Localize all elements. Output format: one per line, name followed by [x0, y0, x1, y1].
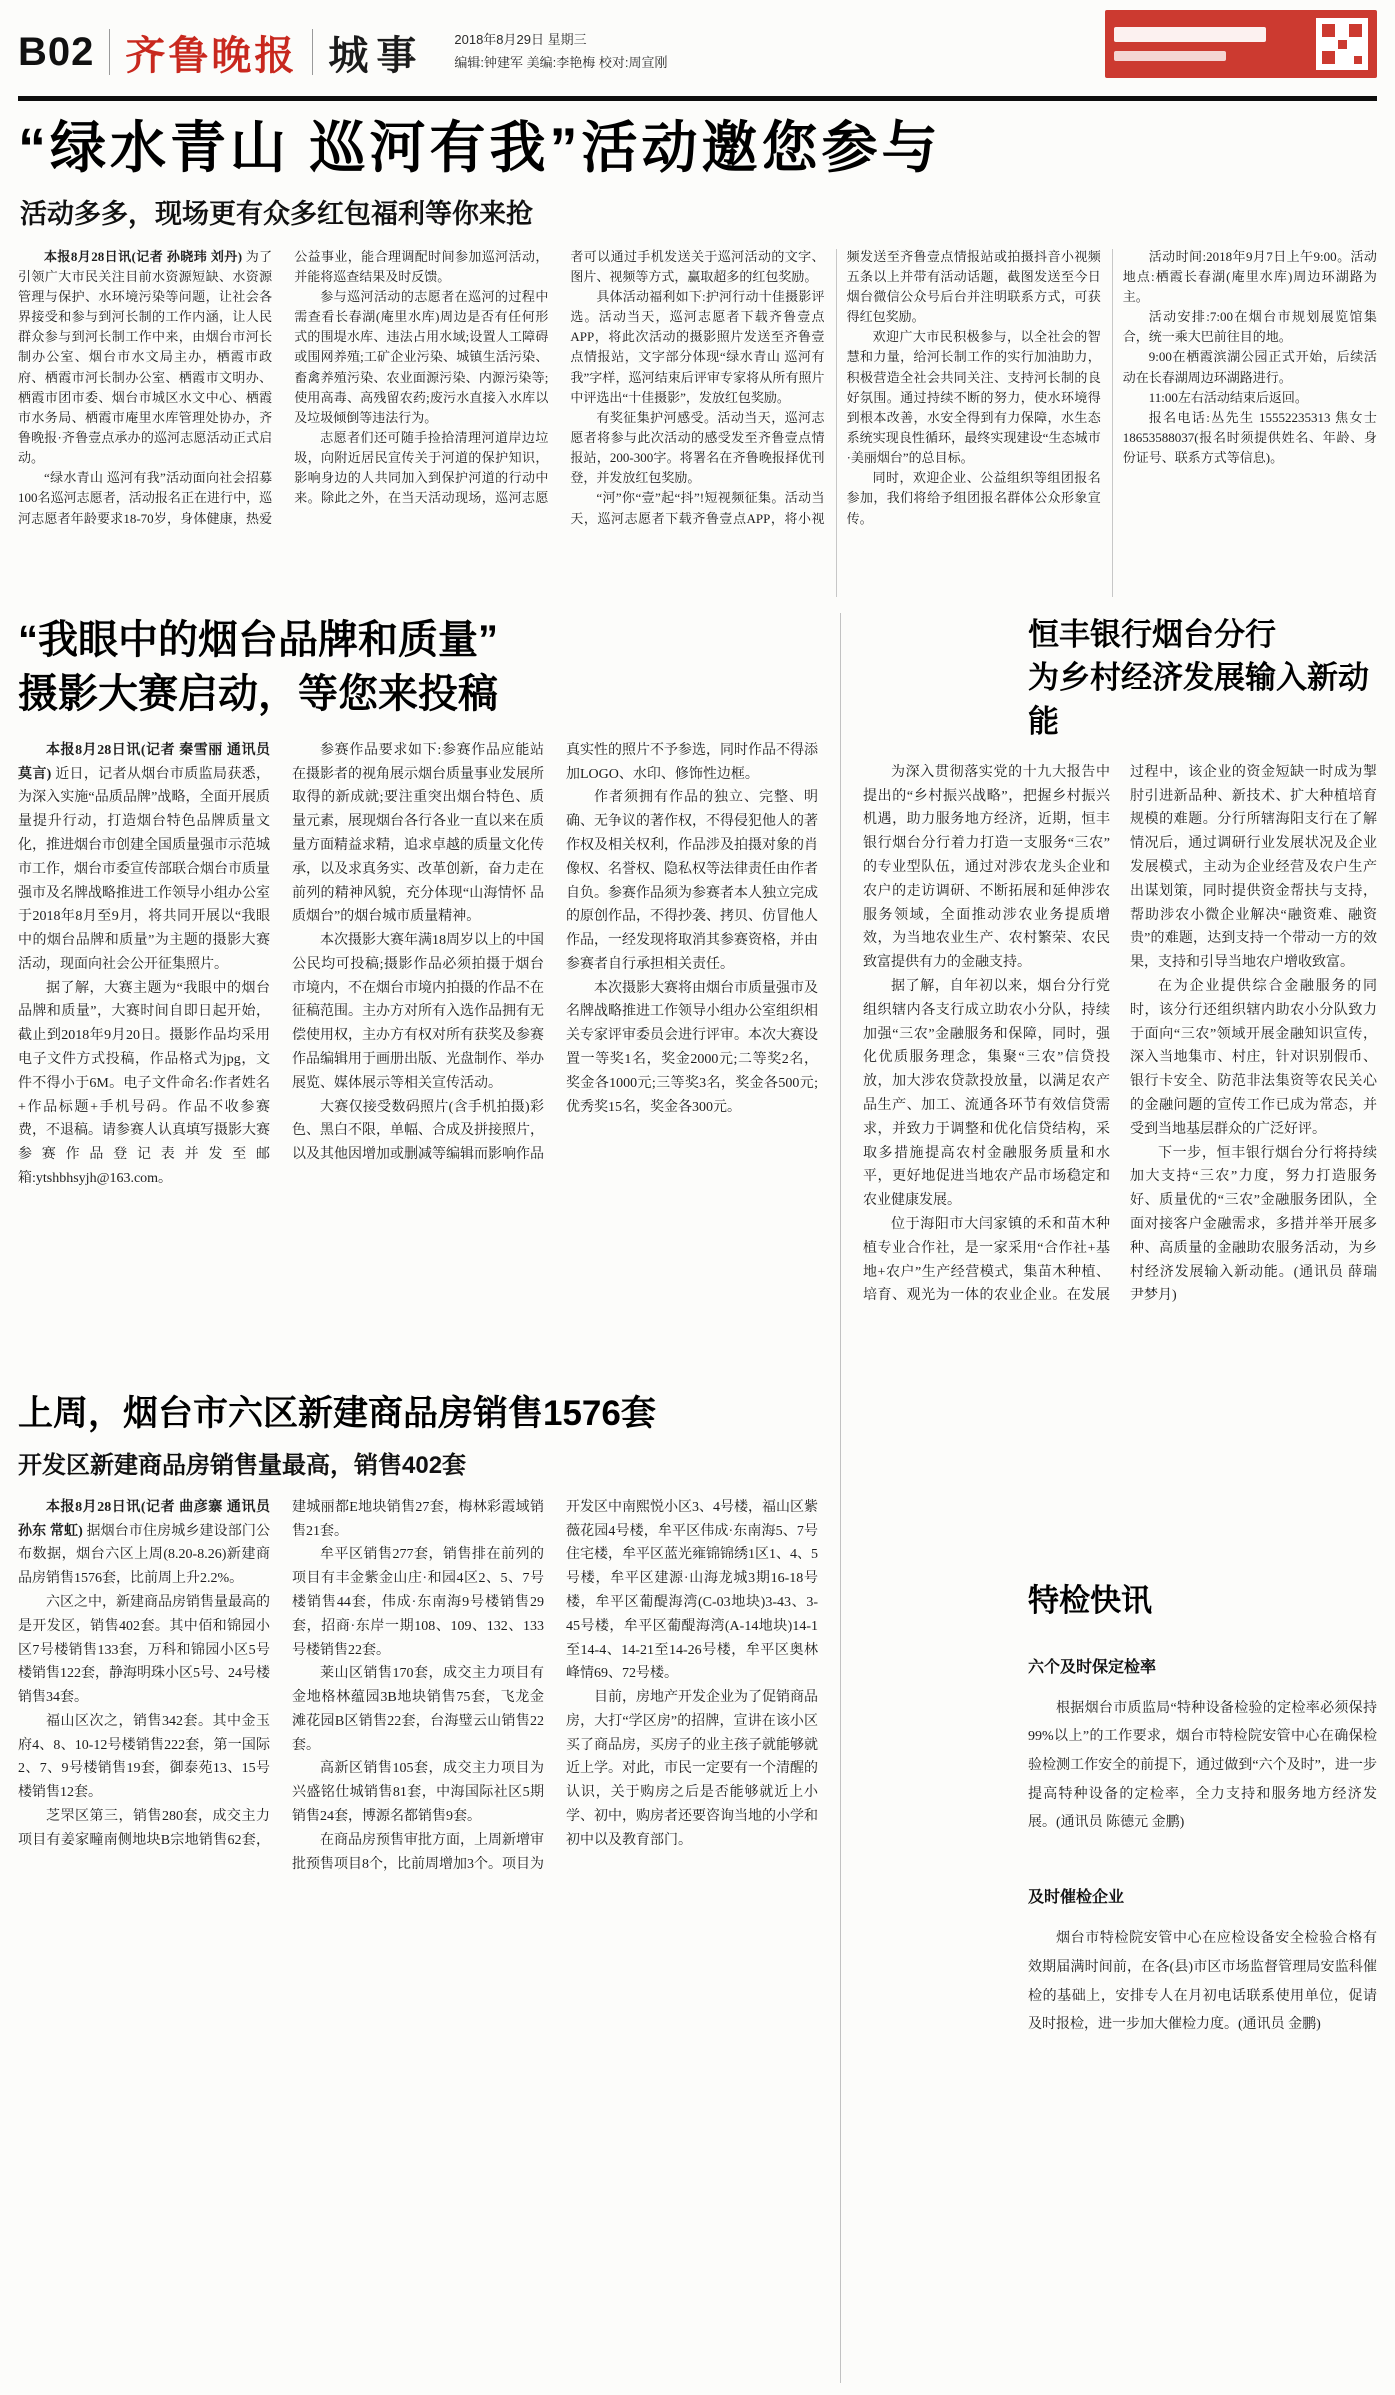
left-column-stack [18, 613, 818, 2383]
inspection-subhead-1: 六个及时保定检率 [1028, 1658, 1157, 1676]
inspection-body-1: 根据烟台市质监局“特种设备检验的定检率必须保持99%以上”的工作要求，烟台市特检院安管中心在确保检验检测工作安全的前提下，通过做到“六个及时”，进一步提高特种设备的定检率，全力支持和服务地方经济发展。(通讯员 陈德元 金鹏) [1028, 1700, 1377, 1831]
promo-banner-text [1114, 27, 1266, 61]
promo-text-bar [1114, 27, 1266, 42]
bank-body-columns: 为深入贯彻落实党的十九大报告中提出的“乡村振兴战略”，把握乡村振兴机遇，助力服务地方经济，近期，恒丰银行烟台分行着力打造一支服务“三农”的专业型队伍，通过对涉农龙头企业和农户的走访调研、不断拓展和延伸涉农服务领域，全面推动涉农业务提质增效，为当地农业生产、农村繁荣、农民致富提供有力的金融支持。 据了解，自年初以来，烟台分行党组织辖内各支行成立助农小分队，持续加强“三农”金融服务和保障，同时，强化优质服务理念，集聚“三农”信贷投放，加大涉农贷款投放量，以满足农产品生产、加工、流通各环节有效信贷需求，并致力于调整和优化信贷结构，采取多措施提高农村金融服务质量和水平，更好地促进当地农产品市场稳定和农业健康发展。 位于海阳市大闫家镇的禾和苗木种植专业合作社，是一家采用“合作社+基地+农户”生产经营模式，集苗木种植、培育、观光为一体的农业企业。在发展过程中，该企业的资金短缺一时成为掣肘引进新品种、新技术、扩大种植培育规模的难题。分行所辖海阳支行在了解情况后，通过调研行业发展状况及企业发展模式，主动为企业经营及农户生产出谋划策，同时提供资金帮扶与支持，帮助涉农小微企业解决“融资难、融资贵”的难题，达到支持一个带动一方的效果，支持和引导当地农户增收致富。 在为企业提供综合金融服务的同时，该分行还组织辖内助农小分队致力于面向“三农”领域开展金融知识宣传，深入当地集市、村庄，针对识别假币、银行卡安全、防范非法集资等农民关心的金融问题的宣传工作已成为常态，并受到当地基层群众的广泛好评。 下一步，恒丰银行烟台分行将持续加大支持“三农”力度，努力打造服务好、质量优的“三农”金融服务团队，全面对接客户金融需求，多措并举开展多种、高质量的金融助农服务活动，为乡村经济发展输入新动能。(通讯员 薛瑞 尹梦月) [863, 764, 1377, 1304]
housing-headline: 上周，烟台市六区新建商品房销售1576套 [18, 1393, 656, 1433]
date-line: 2018年8月29日 星期三 [454, 32, 587, 48]
inspection-subhead-2: 及时催检企业 [1028, 1889, 1125, 1907]
article-bank-rural [863, 613, 1377, 1575]
promo-text-bar [1114, 51, 1226, 61]
header-divider [312, 29, 313, 75]
housing-body-columns: 本报8月28日讯(记者 曲彦寨 通讯员 孙东 常虹) 据烟台市住房城乡建设部门公布数据，烟台六区上周(8.20-8.26)新建商品房销售1576套，比前周上升2.2%。 六区之中，新建商品房销售量最高的是开发区，销售402套。其中佰和锦园小区7号楼销售133套，万科和锦园小区5号楼销售122套，静海明珠小区5号、24号楼销售34套。 福山区次之，销售342套。其中金玉府4、8、10-12号楼销售222套，第一国际2、7、9号楼销售19套，御泰苑13、15号楼销售12套。 芝罘区第三，销售280套，成交主力项目有姜家疃南侧地块B宗地销售62套，建城丽都E地块销售27套，梅林彩霞域销售21套。 牟平区销售277套，销售排在前列的项目有丰金紫金山庄·和园4区2、5、7号楼销售44套，伟成·东南海9号楼销售29套，招商·东岸一期108、109、132、133号楼销售22套。 莱山区销售170套，成交主力项目有金地格林蕴园3B地块销售75套，飞龙金滩花园B区销售22套，台海璧云山销售22套。 高新区销售105套，成交主力项目为兴盛铭仕城销售81套，中海国际社区5期销售24套，博源名都销售9套。 在商品房预售审批方面，上周新增审批预售项目8个，比前周增加3个。项目为开发区中南熙悦小区3、4号楼，福山区紫薇花园4号楼，牟平区伟成·东南海5、7号住宅楼，牟平区蓝光雍锦锦绣1区1、4、5号楼，牟平区建源·山海龙城3期16-18号楼，牟平区葡醍海湾(C-03地块)3-43、3-45号楼，牟平区葡醍海湾(A-14地块)14-1至14-4、14-21至14-26号楼，牟平区奥林峰情69、72号楼。 目前，房地产开发企业为了促销商品房，大打“学区房”的招牌，宣讲在该小区买了商品房，买房子的业主孩子就能够就近上学。对此，市民一定要有一个清醒的认识，关于购房之后是否能够就近上小学、初中，购房者还要咨询当地的小学和初中以及教育部门。 [18, 1499, 818, 1872]
page-code: B02 [18, 29, 95, 74]
qr-code-icon [1316, 18, 1368, 70]
bank-headline-line1: 恒丰银行烟台分行 [1028, 616, 1276, 652]
bank-headline-line2: 为乡村经济发展输入新动能 [1028, 660, 1369, 739]
photo-headline-line2: 摄影大赛启动，等您来投稿 [18, 671, 498, 716]
inspection-body-2: 烟台市特检院安管中心在应检设备安全检验合格有效期届满时间前，在各(县)市区市场监督管理局安监科催检的基础上，安排专人在月初电话联系使用单位，促请及时报检，进一步加大催检力度。(通讯员 金鹏) [1028, 1931, 1377, 2033]
bank-headline-block [863, 613, 1377, 743]
masthead-logo: 齐鲁晚报 [125, 32, 298, 78]
section-title: 城事 [328, 33, 425, 78]
inspection-headline: 特检快讯 [1028, 1582, 1152, 1618]
river-headline: “绿水青山 巡河有我”活动邀您参与 [18, 116, 942, 179]
column-rule [1112, 249, 1113, 597]
right-column-stack [840, 613, 1377, 2383]
article-river-patrol [18, 101, 1377, 599]
article-photo-contest [18, 613, 818, 1393]
staff-line: 编辑:钟建军 美编:李艳梅 校对:周宣刚 [454, 55, 668, 70]
bank-headline [1028, 613, 1377, 743]
article-housing-sales [18, 1393, 818, 1877]
promo-banner [1105, 10, 1377, 78]
header-divider [109, 29, 110, 75]
river-body-columns: 本报8月28日讯(记者 孙晓玮 刘丹) 为了引领广大市民关注目前水资源短缺、水资源管理与保护、水环境污染等问题，让社会各界接受和参与到河长制的工作内涵，让人民群众参与到河长制工作中来，由烟台市河长制办公室、烟台市水文局主办，栖霞市政府、栖霞市河长制办公室、栖霞市文明办、栖霞市团市委、烟台市城区水文中心、栖霞市水务局、栖霞市庵里水库管理处协办，齐鲁晚报·齐鲁壹点承办的巡河志愿活动正式启动。 “绿水青山 巡河有我”活动面向社会招募100名巡河志愿者，活动报名正在进行中，巡河志愿者年龄要求18-70岁，身体健康，热爱公益事业，能合理调配时间参加巡河活动，并能将巡查结果及时反馈。 参与巡河活动的志愿者在巡河的过程中需查看长春湖(庵里水库)周边是否有任何形式的围堤水库、违法占用水域;设置人工障碍或围网养殖;工矿企业污染、城镇生活污染、畜禽养殖污染、农业面源污染、内源污染等;使用高毒、高残留农药;废污水直接入水库以及垃圾倾倒等违法行为。 志愿者们还可随手捡拾清理河道岸边垃圾，向附近居民宣传关于河道的保护知识，影响身边的人共同加入到保护河道的行动中来。除此之外，在当天活动现场，巡河志愿者可以通过手机发送关于巡河活动的文字、图片、视频等方式，赢取超多的红包奖励。 具体活动福利如下:护河行动十佳摄影评选。活动当天，巡河志愿者下载齐鲁壹点APP，将此次活动的摄影照片发送至齐鲁壹点情报站，文字部分体现“绿水青山 巡河有我”字样，巡河结束后评审专家将从所有照片中评选出“十佳摄影”，发放红包奖励。 有奖征集护河感受。活动当天，巡河志愿者将参与此次活动的感受发至齐鲁壹点情报站，200-300字。将署名在齐鲁晚报择优刊登，并发放红包奖励。 “河”你“壹”起“抖”!短视频征集。活动当天，巡河志愿者下载齐鲁壹点APP，将小视频发送至齐鲁壹点情报站或拍摄抖音小视频五条以上并带有活动话题，截图发送至今日烟台微信公众号后台并注明联系方式，可获得红包奖励。 欢迎广大市民积极参与，以全社会的智慧和力量，给河长制工作的实行加油助力，积极营造全社会共同关注、支持河长制的良好氛围。通过持续不断的努力，使水环境得到根本改善，水安全得到有力保障，水生态系统实现良性循环，最终实现建设“生态城市·美丽烟台”的总目标。 同时，欢迎企业、公益组织等组团报名参加，我们将给予组团报名群体公众形象宣传。 活动时间:2018年9月7日上午9:00。活动地点:栖霞长春湖(庵里水库)周边环湖路为主。 活动安排:7:00在烟台市规划展览馆集合，统一乘大巴前往目的地。 9:00在栖霞滨湖公园正式开始，后续活动在长春湖周边环湖路进行。 11:00左右活动结束后返回。 报名电话:丛先生 15552235313 焦女士 18653588037(报名时须提供姓名、年龄、身份证号、联系方式等信息)。 [18, 247, 1377, 599]
lower-region [18, 613, 1377, 2383]
photo-body-columns: 本报8月28日讯(记者 秦雪丽 通讯员 莫言) 近日，记者从烟台市质监局获悉，为深入实施“品质品牌”战略，全面开展质量提升行动，打造烟台特色品牌质量文化，推进烟台市创建全国质量强市示范城市工作，烟台市委宣传部联合烟台市质量强市及名牌战略推进工作领导小组办公室于2018年8月至9月，将共同开展以“我眼中的烟台品牌和质量”为主题的摄影大赛活动，现面向社会公开征集照片。 据了解，大赛主题为“我眼中的烟台品牌和质量”，大赛时间自即日起开始，截止到2018年9月20日。摄影作品均采用电子文件方式投稿，作品格式为jpg，文件不得小于6M。电子文件命名:作者姓名+作品标题+手机号码。作品不收参赛费，不退稿。请参赛人认真填写摄影大赛参赛作品登记表并发至邮箱:ytshbhsyjh@163.com。 参赛作品要求如下:参赛作品应能站在摄影者的视角展示烟台质量事业发展所取得的新成就;要注重突出烟台特色、质量元素，展现烟台各行各业一直以来在质量方面精益求精，追求卓越的质量文化传承，以及求真务实、改革创新，奋力走在前列的精神风貌，充分体现“山海情怀 品质烟台”的烟台城市质量精神。 本次摄影大赛年满18周岁以上的中国公民均可投稿;摄影作品必须拍摄于烟台市境内，不在烟台市境内拍摄的作品不在征稿范围。主办方对所有入选作品拥有无偿使用权，主办方有权对所有获奖及参赛作品编辑用于画册出版、光盘制作、举办展览、媒体展示等相关宣传活动。 大赛仅接受数码照片(含手机拍摄)彩色、黑白不限，单幅、合成及拼接照片，以及其他因增加或删减等编辑而影响作品真实性的照片不予参选，同时作品不得添加LOGO、水印、修饰性边框。 作者须拥有作品的独立、完整、明确、无争议的著作权，不得侵犯他人的著作权及相关权利，作品涉及拍摄对象的肖像权、名誉权、隐私权等法律责任由作者自负。参赛作品须为参赛者本人独立完成的原创作品，不得抄袭、拷贝、仿冒他人作品，一经发现将取消其参赛资格，并由参赛者自行承担相关责任。 本次摄影大赛将由烟台市质量强市及名牌战略推进工作领导小组办公室组织相关专家评审委员会进行评审。本次大赛设置一等奖1名，奖金2000元;二等奖2名，奖金各1000元;三等奖3名，奖金各500元;优秀奖15名，奖金各300元。 [18, 742, 818, 1187]
article-inspection-briefs [1028, 1575, 1377, 2040]
page-header [18, 0, 1377, 96]
column-rule [836, 249, 837, 597]
date-staff-block [454, 29, 667, 75]
housing-subtitle: 开发区新建商品房销售量最高，销售402套 [18, 1451, 467, 1479]
river-subtitle: 活动多多，现场更有众多红包福利等你来抢 [20, 198, 533, 229]
photo-contest-headline [18, 613, 818, 721]
photo-headline-line1: “我眼中的烟台品牌和质量” [18, 617, 498, 662]
